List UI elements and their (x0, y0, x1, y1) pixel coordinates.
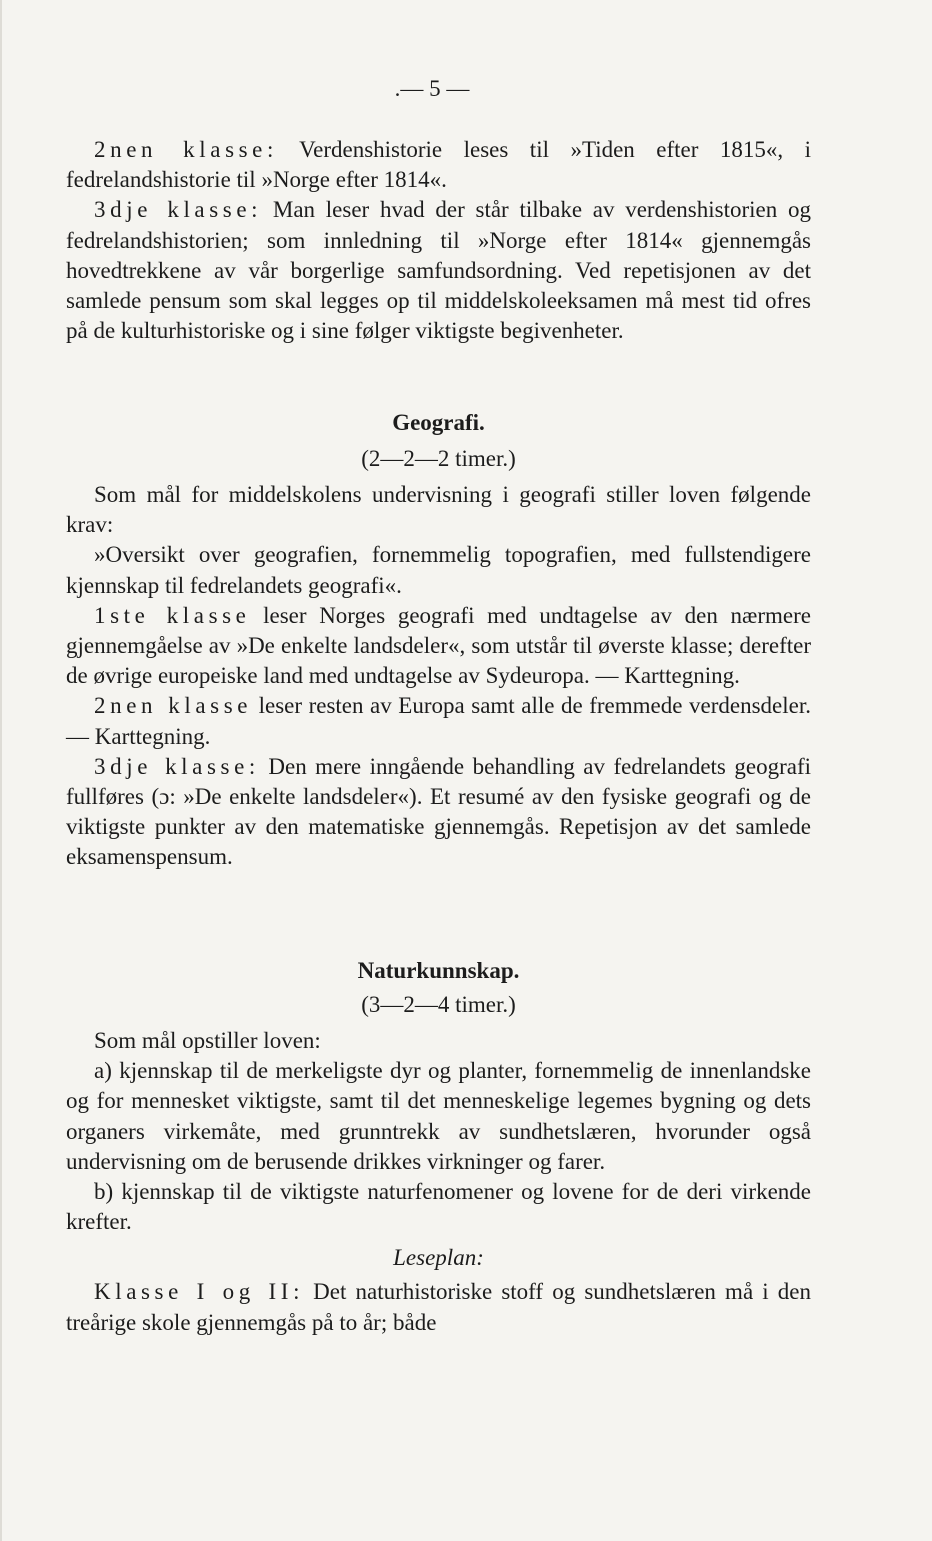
section-heading-naturkunnskap: Naturkunnskap. (357, 958, 520, 983)
section-heading-geografi: Geografi. (392, 410, 485, 435)
spaced-lead: 3dje klasse: (94, 197, 263, 223)
paragraph-3dje-klasse-history: 3dje klasse: Man leser hvad der står tilbake av verdenshistorien og fedrelandshistorien; som innledning til »Norge efter 1814« gjennemgås hovedtrekkene av vår borgerlige samfundsordning. Ved repetisjonen av det samlede pensum som skal legges op til middelskoleeksamen må mest tid ofres på de kulturhistoriske og i sine følger viktigste begivenheter. (66, 197, 811, 344)
geografi-section (66, 408, 811, 873)
leseplan-heading: Leseplan: (393, 1245, 484, 1271)
hours-naturkunnskap: (3—2—4 timer.) (361, 992, 516, 1017)
hours-geografi: (2—2—2 timer.) (361, 446, 516, 471)
paragraph-1ste-klasse: 1ste klasse leser Norges geografi med undtagelse av den nærmere gjennemgåelse av »De enkelte landsdeler«, som utstår til øverste klasse; derefter de øvrige europeiske land med undtagelse av Sydeuropa. — Karttegning. (66, 602, 811, 689)
paragraph-naturkunnskap-goal: Som mål opstiller loven: (94, 1028, 321, 1053)
paragraph-item-b: b) kjennskap til de viktigste naturfenomener og lovene for de deri virkende krefter. (66, 1179, 811, 1235)
paragraph-3dje-klasse: 3dje klasse: Den mere inngående behandling av fedrelandets geografi fullføres (ɔ: »De enkelte landsdeler«). Et resumé av den fysiske geografi og de viktigste punkter av den matematiske gjennemgås. Repetisjon av det samlede eksamenspensum. (66, 753, 811, 870)
page-number: .— 5 — (394, 76, 470, 101)
paragraph-2nen-klasse-history: 2nen klasse: Verdenshistorie leses til »Tiden efter 1815«, i fedrelandshistorie til »Norge efter 1814«. (66, 137, 811, 193)
history-section (66, 135, 811, 346)
paragraph-geografi-goal: Som mål for middelskolens undervisning i geografi stiller loven følgende krav: (66, 482, 811, 538)
spaced-lead: 2nen klasse: (94, 137, 278, 162)
paragraph-geografi-quote: »Oversikt over geografien, fornemmelig topografien, med fullstendigere kjennskap til fedrelandets geografi«. (66, 542, 811, 598)
paragraph-item-a: a) kjennskap til de merkeligste dyr og planter, fornemmelig de innenlandske og for mennesket viktigste, samt til det menneskelige legemes bygning og dets organers virkemåte, med grunntrekk av sundhetslæren, hvorunder også undervisning om de berusende drikkes virkninger og farer. (66, 1058, 811, 1174)
paragraph-klasse-i-og-ii: Klasse I og II: Det naturhistoriske stoff og sundhetslæren må i den treårige skole gjennemgås på to år; både (66, 1279, 811, 1335)
naturkunnskap-section (66, 956, 811, 1338)
paragraph-2nen-klasse: 2nen klasse leser resten av Europa samt alle de fremmede verdensdeler. — Karttegning. (66, 693, 811, 749)
